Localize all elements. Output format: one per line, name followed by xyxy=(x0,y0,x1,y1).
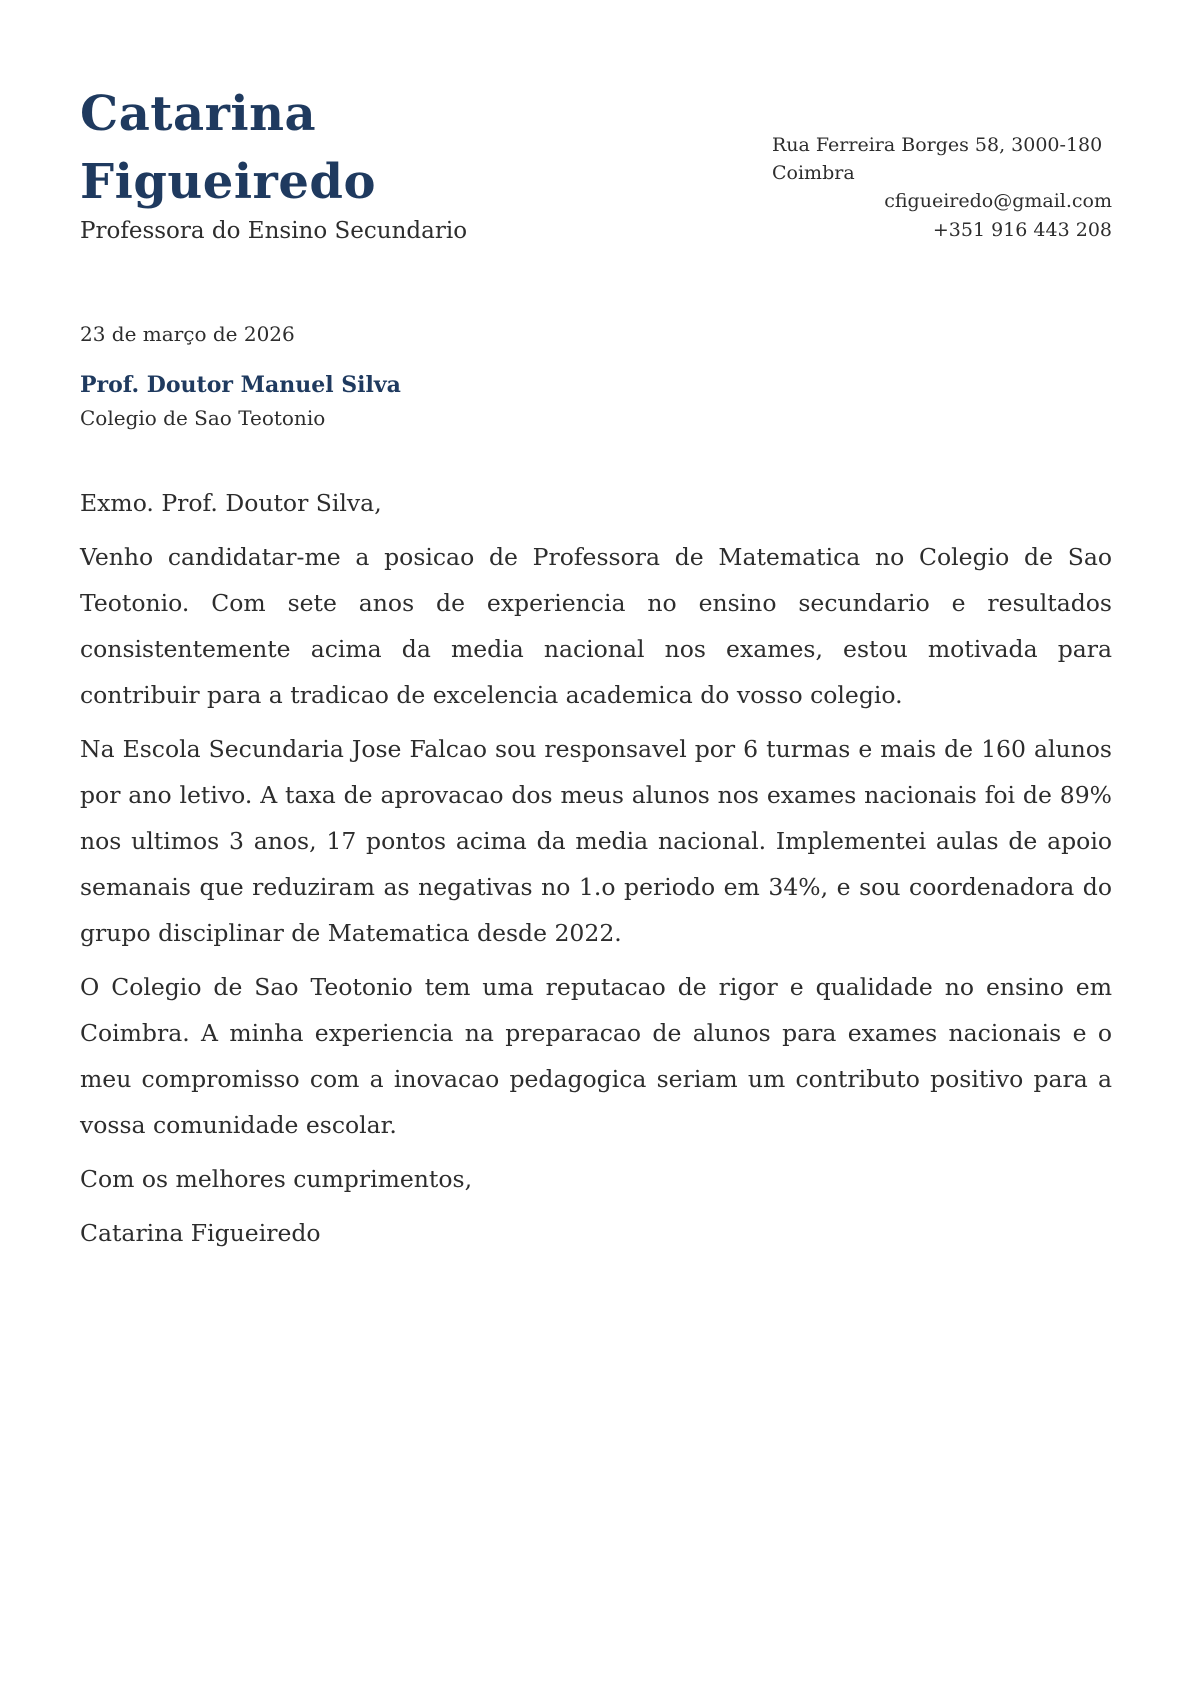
sender-email: cfigueiredo@gmail.com xyxy=(884,190,1112,212)
sender-job-title: Professora do Ensino Secundario xyxy=(80,218,468,244)
recipient-organization: Colegio de Sao Teotonio xyxy=(80,406,326,430)
cover-letter-page xyxy=(80,0,1112,1247)
letter-body xyxy=(80,480,1112,1264)
address-line-1: Rua Ferreira Borges 58, 3000-180 xyxy=(772,134,1103,156)
letter-header xyxy=(80,0,1112,250)
sender-name xyxy=(80,80,376,216)
sender-first-name: Catarina xyxy=(80,86,317,142)
sender-address xyxy=(772,131,1112,187)
sender-contact-block xyxy=(772,131,1112,245)
sender-phone: +351 916 443 208 xyxy=(932,219,1112,241)
address-line-2: Coimbra xyxy=(772,162,855,184)
body-paragraph-2: Na Escola Secundaria Jose Falcao sou responsavel por 6 turmas e mais de 160 alunos por ano letivo. A taxa de aprovacao dos meus alunos nos exames nacionais foi de 89% nos ultimos 3 anos, 17 pontos acima da media nacional. Implementei aulas de apoio semanais que reduziram as negativas no 1.o periodo em 34%, e sou coordenadora do grupo disciplinar de Matematica desde 2022. xyxy=(80,735,1112,947)
salutation: Exmo. Prof. Doutor Silva, xyxy=(80,489,382,517)
closing: Com os melhores cumprimentos, xyxy=(80,1165,473,1193)
signature: Catarina Figueiredo xyxy=(80,1219,321,1247)
recipient-name: Prof. Doutor Manuel Silva xyxy=(80,372,401,398)
sender-last-name: Figueiredo xyxy=(80,154,376,210)
body-paragraph-1: Venho candidatar-me a posicao de Professora de Matematica no Colegio de Sao Teotonio. Com sete anos de experiencia no ensino secundario e resultados consistentemente acima da media nacional nos exames, estou motivada para contribuir para a tradicao de excelencia academica do vosso colegio. xyxy=(80,543,1112,709)
letter-date: 23 de março de 2026 xyxy=(80,322,295,346)
body-paragraph-3: O Colegio de Sao Teotonio tem uma reputacao de rigor e qualidade no ensino em Coimbra. A minha experiencia na preparacao de alunos para exames nacionais e o meu compromisso com a inovacao pedagogica seriam um contributo positivo para a vossa comunidade escolar. xyxy=(80,973,1112,1139)
